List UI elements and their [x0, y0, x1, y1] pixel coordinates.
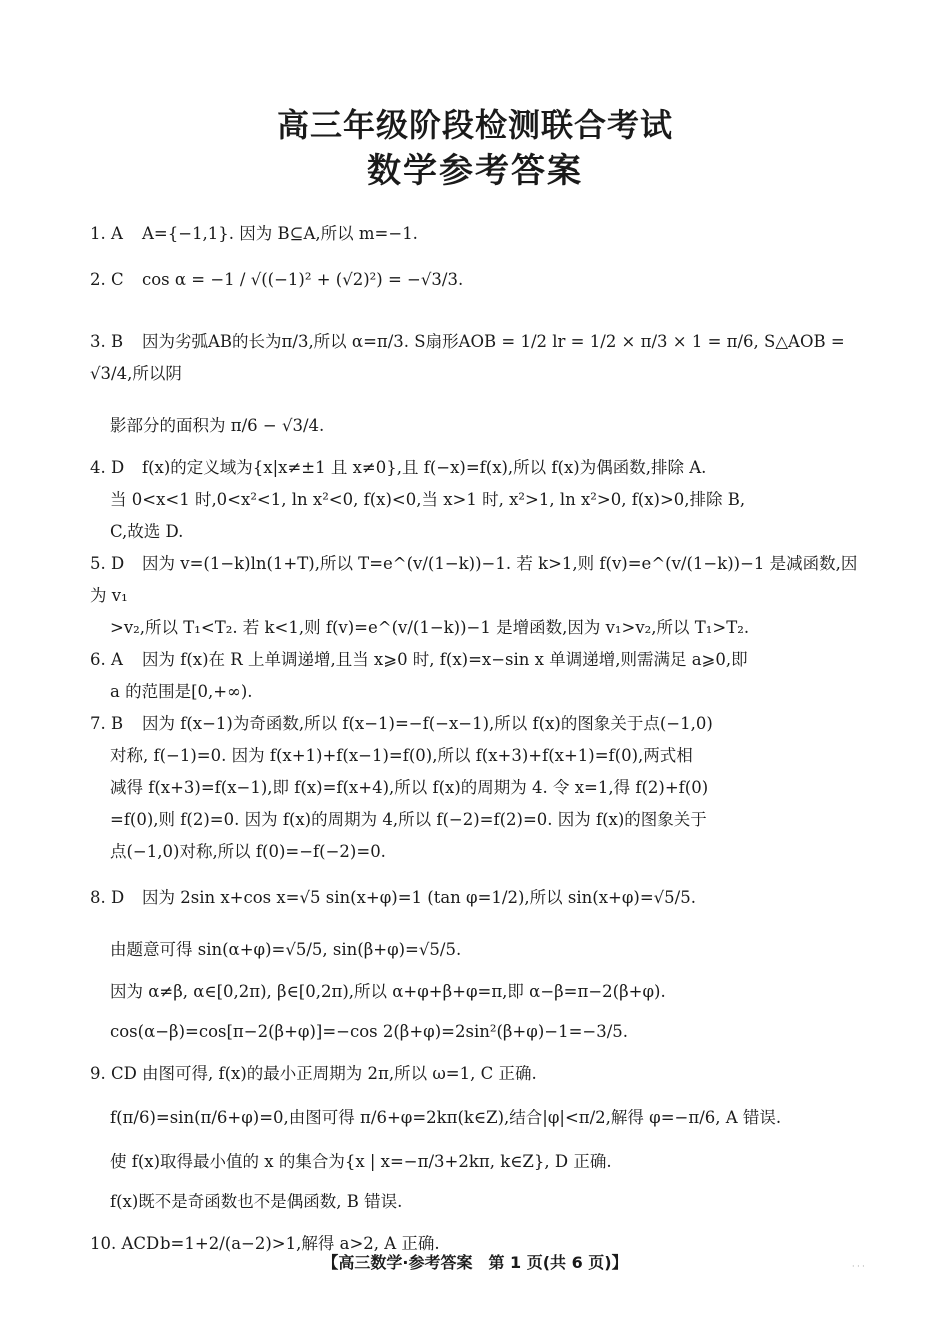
answer-line: C,故选 D.	[110, 522, 184, 541]
answer-item-8	[90, 882, 865, 1048]
answer-line: 对称, f(−1)=0. 因为 f(x+1)+f(x−1)=f(0),所以 f(x+3)+f(x+1)=f(0),两式相	[110, 746, 693, 765]
answer-line: 因为 f(x)在 R 上单调递增,且当 x⩾0 时, f(x)=x−sin x 单调递增,则需满足 a⩾0,即	[142, 650, 748, 669]
answer-number: 5. D	[90, 554, 125, 573]
answer-line: f(x)既不是奇函数也不是偶函数, B 错误.	[110, 1192, 403, 1211]
answer-line: b=1+2/(a−2)>1,解得 a>2, A 正确.	[160, 1234, 440, 1253]
answer-number: 6. A	[90, 650, 123, 669]
answer-number: 4. D	[90, 458, 125, 477]
answer-item-4	[90, 452, 865, 548]
answer-line: 因为 α≠β, α∈[0,2π), β∈[0,2π),所以 α+φ+β+φ=π,即 α−β=π−2(β+φ).	[110, 982, 666, 1001]
answer-item-3	[90, 326, 865, 442]
answer-number: 9. CD	[90, 1064, 137, 1083]
answer-item-1	[90, 218, 865, 250]
scan-mark: · · ·	[852, 1262, 865, 1271]
answer-item-9	[90, 1058, 865, 1218]
answer-number: 3. B	[90, 332, 124, 351]
answer-line: A={−1,1}. 因为 B⊆A,所以 m=−1.	[142, 224, 418, 243]
answer-number: 10. ACD	[90, 1234, 160, 1253]
answer-line: cos(α−β)=cos[π−2(β+φ)]=−cos 2(β+φ)=2sin²(β+φ)−1=−3/5.	[110, 1022, 629, 1041]
answer-line: >v₂,所以 T₁<T₂. 若 k<1,则 f(v)=e^(v/(1−k))−1 是增函数,因为 v₁>v₂,所以 T₁>T₂.	[110, 618, 750, 637]
answer-number: 2. C	[90, 270, 124, 289]
answer-line: 使 f(x)取得最小值的 x 的集合为{x | x=−π/3+2kπ, k∈Z}, D 正确.	[110, 1152, 612, 1171]
answer-item-6	[90, 644, 865, 708]
answer-line: cos α = −1 / √((−1)² + (√2)²) = −√3/3.	[142, 270, 464, 289]
answer-line: 点(−1,0)对称,所以 f(0)=−f(−2)=0.	[110, 842, 386, 861]
answer-line: 由图可得, f(x)的最小正周期为 2π,所以 ω=1, C 正确.	[142, 1064, 537, 1083]
answer-list	[90, 218, 865, 1260]
answer-number: 1. A	[90, 224, 123, 243]
answer-item-2	[90, 264, 865, 296]
answer-line: a 的范围是[0,+∞).	[110, 682, 253, 701]
document-title: 数学参考答案	[367, 151, 583, 191]
answer-item-7	[90, 708, 865, 868]
answer-line: 由题意可得 sin(α+φ)=√5/5, sin(β+φ)=√5/5.	[110, 940, 462, 959]
answer-number: 7. B	[90, 714, 124, 733]
answer-line: f(π/6)=sin(π/6+φ)=0,由图可得 π/6+φ=2kπ(k∈Z),结合|φ|<π/2,解得 φ=−π/6, A 错误.	[110, 1108, 782, 1127]
answer-line: 因为 f(x−1)为奇函数,所以 f(x−1)=−f(−x−1),所以 f(x)的图象关于点(−1,0)	[142, 714, 713, 733]
answer-line: 因为 2sin x+cos x=√5 sin(x+φ)=1 (tan φ=1/2),所以 sin(x+φ)=√5/5.	[142, 888, 696, 907]
exam-title: 高三年级阶段检测联合考试	[276, 106, 673, 144]
answer-line: 减得 f(x+3)=f(x−1),即 f(x)=f(x+4),所以 f(x)的周期为 4. 令 x=1,得 f(2)+f(0)	[110, 778, 709, 797]
answer-line: 当 0<x<1 时,0<x²<1, ln x²<0, f(x)<0,当 x>1 时, x²>1, ln x²>0, f(x)>0,排除 B,	[110, 490, 746, 509]
answer-line: 影部分的面积为 π/6 − √3/4.	[110, 416, 325, 435]
answer-line: 因为 v=(1−k)ln(1+T),所以 T=e^(v/(1−k))−1. 若 k>1,则 f(v)=e^(v/(1−k))−1 是减函数,因为 v₁	[90, 554, 858, 605]
answer-number: 8. D	[90, 888, 125, 907]
answer-line: 因为劣弧AB的长为π/3,所以 α=π/3. S扇形AOB = 1/2 lr = 1/2 × π/3 × 1 = π/6, S△AOB = √3/4,所以阴	[90, 332, 845, 383]
answer-line: =f(0),则 f(2)=0. 因为 f(x)的周期为 4,所以 f(−2)=f(2)=0. 因为 f(x)的图象关于	[110, 810, 707, 829]
answer-item-5	[90, 548, 865, 644]
page-footer: 【高三数学·参考答案 第 1 页(共 6 页)】	[322, 1253, 628, 1272]
answer-line: f(x)的定义域为{x|x≠±1 且 x≠0},且 f(−x)=f(x),所以 f(x)为偶函数,排除 A.	[142, 458, 707, 477]
